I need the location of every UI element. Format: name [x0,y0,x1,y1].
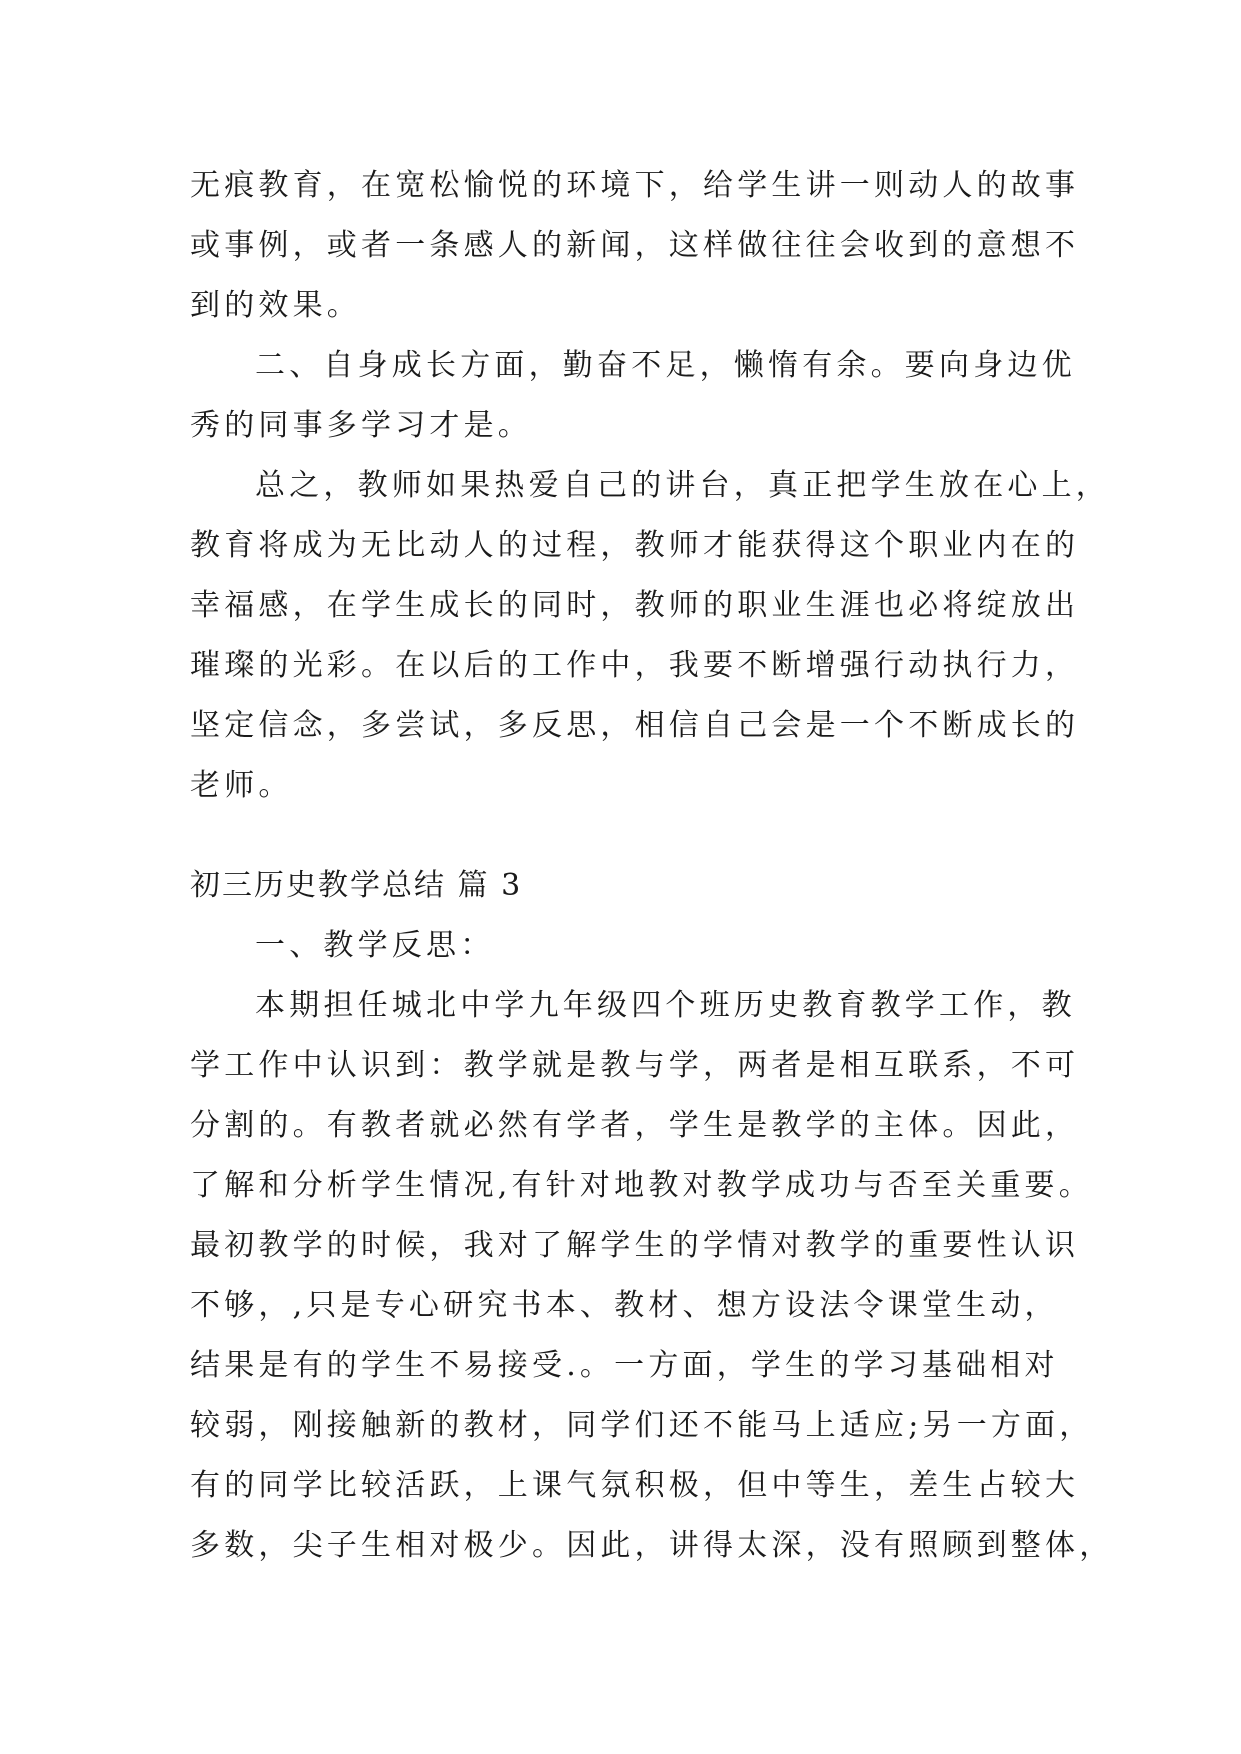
body-line: 本期担任城北中学九年级四个班历史教育教学工作，教 [255,988,1076,1023]
subheading: 一、教学反思： [255,928,495,963]
paragraph-line: 或事例，或者一条感人的新闻，这样做往往会收到的意想不 [190,228,1080,263]
body-line: 最初教学的时候，我对了解学生的学情对教学的重要性认识 [190,1228,1080,1263]
body-line: 学工作中认识到：教学就是教与学，两者是相互联系，不可 [190,1048,1080,1083]
body-line: 不够，,只是专心研究书本、教材、想方设法令课堂生动， [190,1288,1059,1323]
body-line: 较弱，刚接触新的教材，同学们还不能马上适应;另一方面， [190,1408,1094,1443]
paragraph-line: 秀的同事多学习才是。 [190,408,532,443]
paragraph-line: 坚定信念，多尝试，多反思，相信自己会是一个不断成长的 [190,708,1080,743]
body-line: 了解和分析学生情况,有针对地教对教学成功与否至关重要。 [190,1168,1093,1203]
body-line: 分割的。有教者就必然有学者，学生是教学的主体。因此， [190,1108,1080,1143]
body-line: 结果是有的学生不易接受.。一方面，学生的学习基础相对 [190,1348,1059,1383]
paragraph-line: 教育将成为无比动人的过程，教师才能获得这个职业内在的 [190,528,1080,563]
paragraph-line: 到的效果。 [190,288,361,323]
paragraph-line: 幸福感，在学生成长的同时，教师的职业生涯也必将绽放出 [190,588,1080,623]
body-line: 多数，尖子生相对极少。因此，讲得太深，没有照顾到整体， [190,1528,1114,1563]
section-title: 初三历史教学总结 篇 3 [190,868,523,903]
paragraph-line: 总之，教师如果热爱自己的讲台，真正把学生放在心上， [255,468,1110,503]
paragraph-line: 老师。 [190,768,293,803]
body-line: 有的同学比较活跃，上课气氛积极，但中等生，差生占较大 [190,1468,1080,1503]
paragraph-line: 璀璨的光彩。在以后的工作中，我要不断增强行动执行力， [190,648,1080,683]
paragraph-line: 无痕教育，在宽松愉悦的环境下，给学生讲一则动人的故事 [190,168,1080,203]
paragraph-line: 二、自身成长方面，勤奋不足，懒惰有余。要向身边优 [255,348,1076,383]
